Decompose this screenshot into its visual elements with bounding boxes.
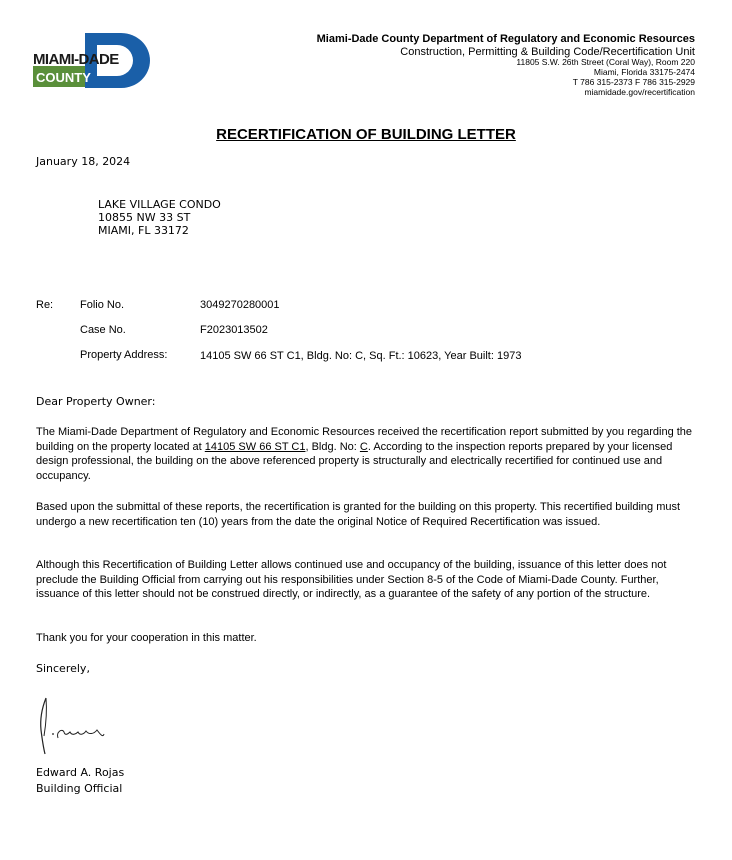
- paragraph-1: [36, 425, 698, 483]
- property-address-value: 14105 SW 66 ST C1, Bldg. No: C, Sq. Ft.: 10623, Year Built: 1973: [200, 350, 522, 362]
- department-website: miamidade.gov/recertification: [584, 86, 695, 97]
- paragraph-1-property-address: 14105 SW 66 ST C1: [204, 440, 306, 453]
- miami-dade-logo: [33, 33, 151, 88]
- case-value: F2023013502: [200, 324, 268, 336]
- paragraph-3: Although this Recertification of Building Letter allows continued use and occupancy of the building, issuance of this letter does not preclude the Building Official from carrying out his responsibilities under Section 8-5 of the Code of Miami-Dade County. Further, issuance of this letter should not be construed directly, or indirectly, as a guarantee of the safety of any portion of the structure.: [36, 559, 667, 600]
- department-street: 11805 S.W. 26th Street (Coral Way), Room 220: [516, 57, 695, 68]
- salutation: Dear Property Owner:: [36, 395, 156, 408]
- unit-name: Construction, Permitting & Building Code/Recertification Unit: [400, 45, 695, 58]
- folio-label: Folio No.: [80, 299, 125, 311]
- paragraph-1-text-b: , Bldg. No:: [305, 440, 360, 453]
- paragraph-2: Based upon the submittal of these reports, the recertification is granted for the building on this property. This recertified building must undergo a new recertification ten (10) years from the date the original Notice of Required Recertification was issued.: [36, 501, 681, 528]
- recipient-address: [98, 198, 221, 237]
- department-header: [317, 33, 695, 97]
- recipient-street: 10855 NW 33 ST: [98, 211, 191, 224]
- department-name: Miami-Dade County Department of Regulatory and Economic Resources: [316, 33, 695, 45]
- letter-title: RECERTIFICATION OF BUILDING LETTER: [216, 126, 516, 143]
- re-label: Re:: [36, 299, 54, 311]
- signer-name: Edward A. Rojas: [36, 766, 125, 779]
- letter-date: January 18, 2024: [36, 155, 131, 168]
- signature-image: [34, 694, 110, 756]
- folio-value: 3049270280001: [200, 299, 280, 311]
- property-address-label: Property Address:: [80, 349, 168, 361]
- signer-title: Building Official: [36, 782, 123, 795]
- paragraph-4: Thank you for your cooperation in this matter.: [36, 632, 257, 644]
- case-label: Case No.: [80, 324, 126, 336]
- paragraph-1-text-c: . According to the inspection reports prepared by your licensed design professional, the building on the above referenced property is structurally and electrically recertified for continued use and occupancy.: [36, 440, 673, 482]
- paragraph-1-text-a: The Miami-Dade Department of Regulatory and Economic Resources received the recertification report submitted by you regarding the building on the property located at: [36, 426, 693, 453]
- department-city: Miami, Florida 33175-2474: [593, 67, 695, 78]
- closing: Sincerely,: [36, 662, 90, 675]
- logo-text-county: COUNTY: [36, 70, 91, 85]
- department-phone: T 786 315-2373 F 786 315-2929: [572, 76, 695, 87]
- paragraph-1-building-number: C: [359, 440, 368, 453]
- signer-block: [36, 765, 124, 797]
- recipient-name: LAKE VILLAGE CONDO: [98, 198, 221, 211]
- recipient-city: MIAMI, FL 33172: [98, 224, 189, 237]
- logo-text-miami-dade: MIAMI-DADE: [33, 51, 119, 68]
